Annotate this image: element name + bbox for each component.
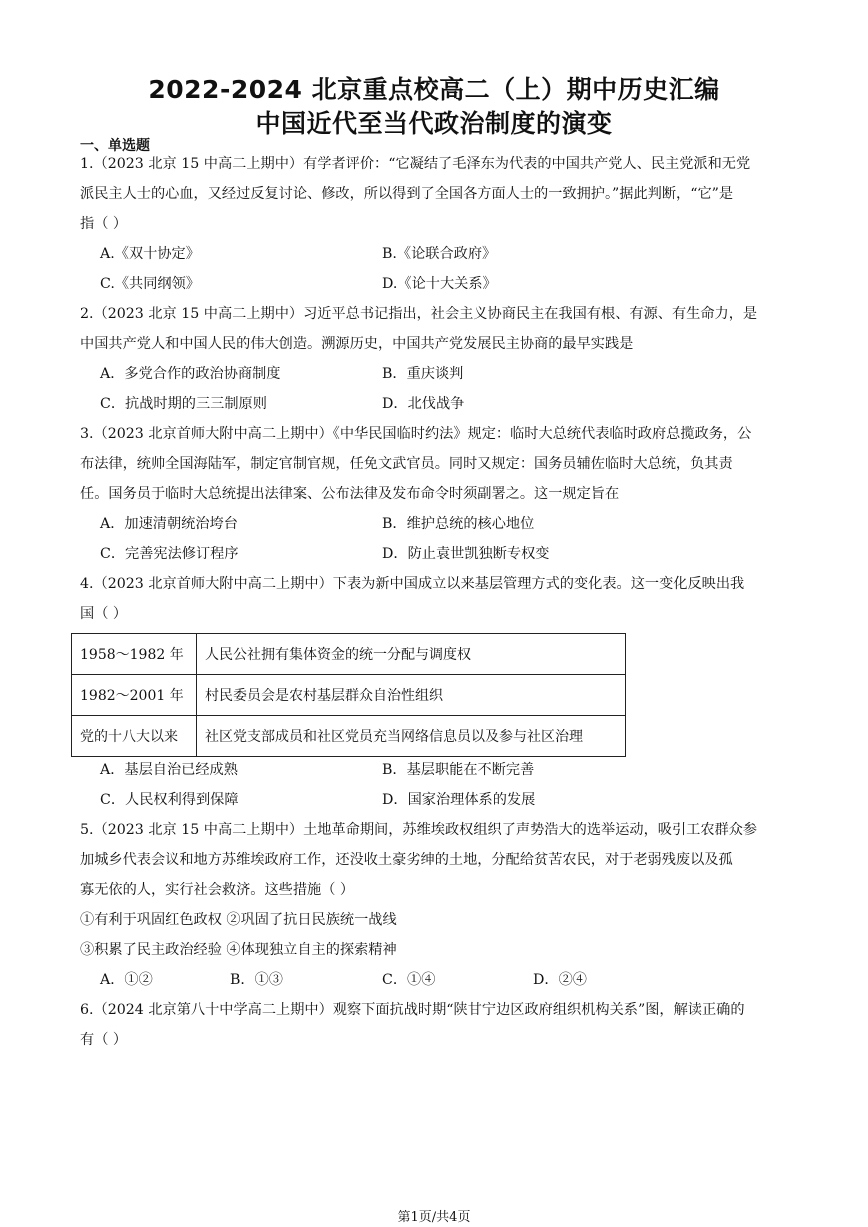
q5-option-d: D．②④ (533, 972, 587, 988)
q2-line: 2.（2023 北京 15 中高二上期中）习近平总书记指出，社会主义协商民主在我国有根、有源、有生命力，是 (80, 306, 758, 322)
page-number: 第1页/共4页 (397, 1210, 471, 1225)
q2-option-c: C．抗战时期的三三制原则 (100, 396, 267, 412)
q1-line: 1.（2023 北京 15 中高二上期中）有学者评价：“它凝结了毛泽东为代表的中国共产党人、民主党派和无党 (80, 156, 751, 172)
table-row (72, 716, 626, 757)
q4-option-b: B．基层职能在不断完善 (382, 762, 535, 778)
table-cell: 党的十八大以来 (72, 716, 197, 757)
q5-line: 5.（2023 北京 15 中高二上期中）土地革命期间，苏维埃政权组织了声势浩大的选举运动，吸引工农群众参 (80, 822, 758, 838)
q4-option-d: D．国家治理体系的发展 (382, 792, 536, 808)
q5-statement: ③积累了民主政治经验 ④体现独立自主的探索精神 (80, 942, 397, 958)
q4-option-c: C．人民权利得到保障 (100, 792, 239, 808)
q2-line: 中国共产党人和中国人民的伟大创造。溯源历史，中国共产党发展民主协商的最早实践是 (80, 336, 634, 352)
table-cell: 社区党支部成员和社区党员充当网络信息员以及参与社区治理 (197, 716, 626, 757)
q5-statement: ①有利于巩固红色政权 ②巩固了抗日民族统一战线 (80, 912, 397, 928)
q5-option-a: A．①② (100, 972, 153, 988)
section-heading: 一、单选题 (80, 138, 150, 154)
q5-option-c: C．①④ (382, 972, 436, 988)
q3-option-c: C．完善宪法修订程序 (100, 546, 239, 562)
q1-line: 指（ ） (80, 216, 128, 232)
q3-line: 任。国务员于临时大总统提出法律案、公布法律及发布命令时须副署之。这一规定旨在 (80, 486, 620, 502)
table-cell: 1958～1982 年 (72, 634, 197, 675)
q5-line: 寡无依的人，实行社会救济。这些措施（ ） (80, 882, 355, 898)
document-title: 2022-2024 北京重点校高二（上）期中历史汇编 (148, 75, 720, 104)
table-cell: 1982～2001 年 (72, 675, 197, 716)
table-cell: 村民委员会是农村基层群众自治性组织 (197, 675, 626, 716)
q3-line: 布法律，统帅全国海陆军，制定官制官规，任免文武官员。同时又规定：国务员辅佐临时大总统，负其责 (80, 456, 733, 472)
q1-option-a: A.《双十协定》 (100, 246, 200, 262)
q2-option-b: B．重庆谈判 (382, 366, 464, 382)
q4-line: 4.（2023 北京首师大附中高二上期中）下表为新中国成立以来基层管理方式的变化表。这一变化反映出我 (80, 576, 745, 592)
q1-option-d: D.《论十大关系》 (382, 276, 497, 292)
q6-line: 有（ ） (80, 1032, 128, 1048)
q2-option-a: A．多党合作的政治协商制度 (100, 366, 281, 382)
q4-line: 国（ ） (80, 606, 128, 622)
q1-option-c: C.《共同纲领》 (100, 276, 200, 292)
q4-option-a: A．基层自治已经成熟 (100, 762, 238, 778)
q3-option-d: D．防止袁世凯独断专权变 (382, 546, 550, 562)
q6-line: 6.（2024 北京第八十中学高二上期中）观察下面抗战时期“陕甘宁边区政府组织机构关系”图，解读正确的 (80, 1002, 745, 1018)
q3-line: 3.（2023 北京首师大附中高二上期中）《中华民国临时约法》规定：临时大总统代表临时政府总揽政务，公 (80, 426, 752, 442)
q1-line: 派民主人士的心血，又经过反复讨论、修改，所以得到了全国各方面人士的一致拥护。”据此判断，“它”是 (80, 186, 734, 202)
q3-option-a: A．加速清朝统治垮台 (100, 516, 238, 532)
table-cell: 人民公社拥有集体资金的统一分配与调度权 (197, 634, 626, 675)
q5-line: 加城乡代表会议和地方苏维埃政府工作，还没收土豪劣绅的土地，分配给贫苦农民，对于老弱残废以及孤 (80, 852, 733, 868)
q2-option-d: D．北伐战争 (382, 396, 465, 412)
q3-option-b: B．维护总统的核心地位 (382, 516, 535, 532)
document-subtitle: 中国近代至当代政治制度的演变 (255, 109, 613, 138)
table-row (72, 634, 626, 675)
q1-option-b: B.《论联合政府》 (382, 246, 497, 262)
q5-option-b: B．①③ (230, 972, 283, 988)
q4-table (71, 633, 626, 757)
table-row (72, 675, 626, 716)
